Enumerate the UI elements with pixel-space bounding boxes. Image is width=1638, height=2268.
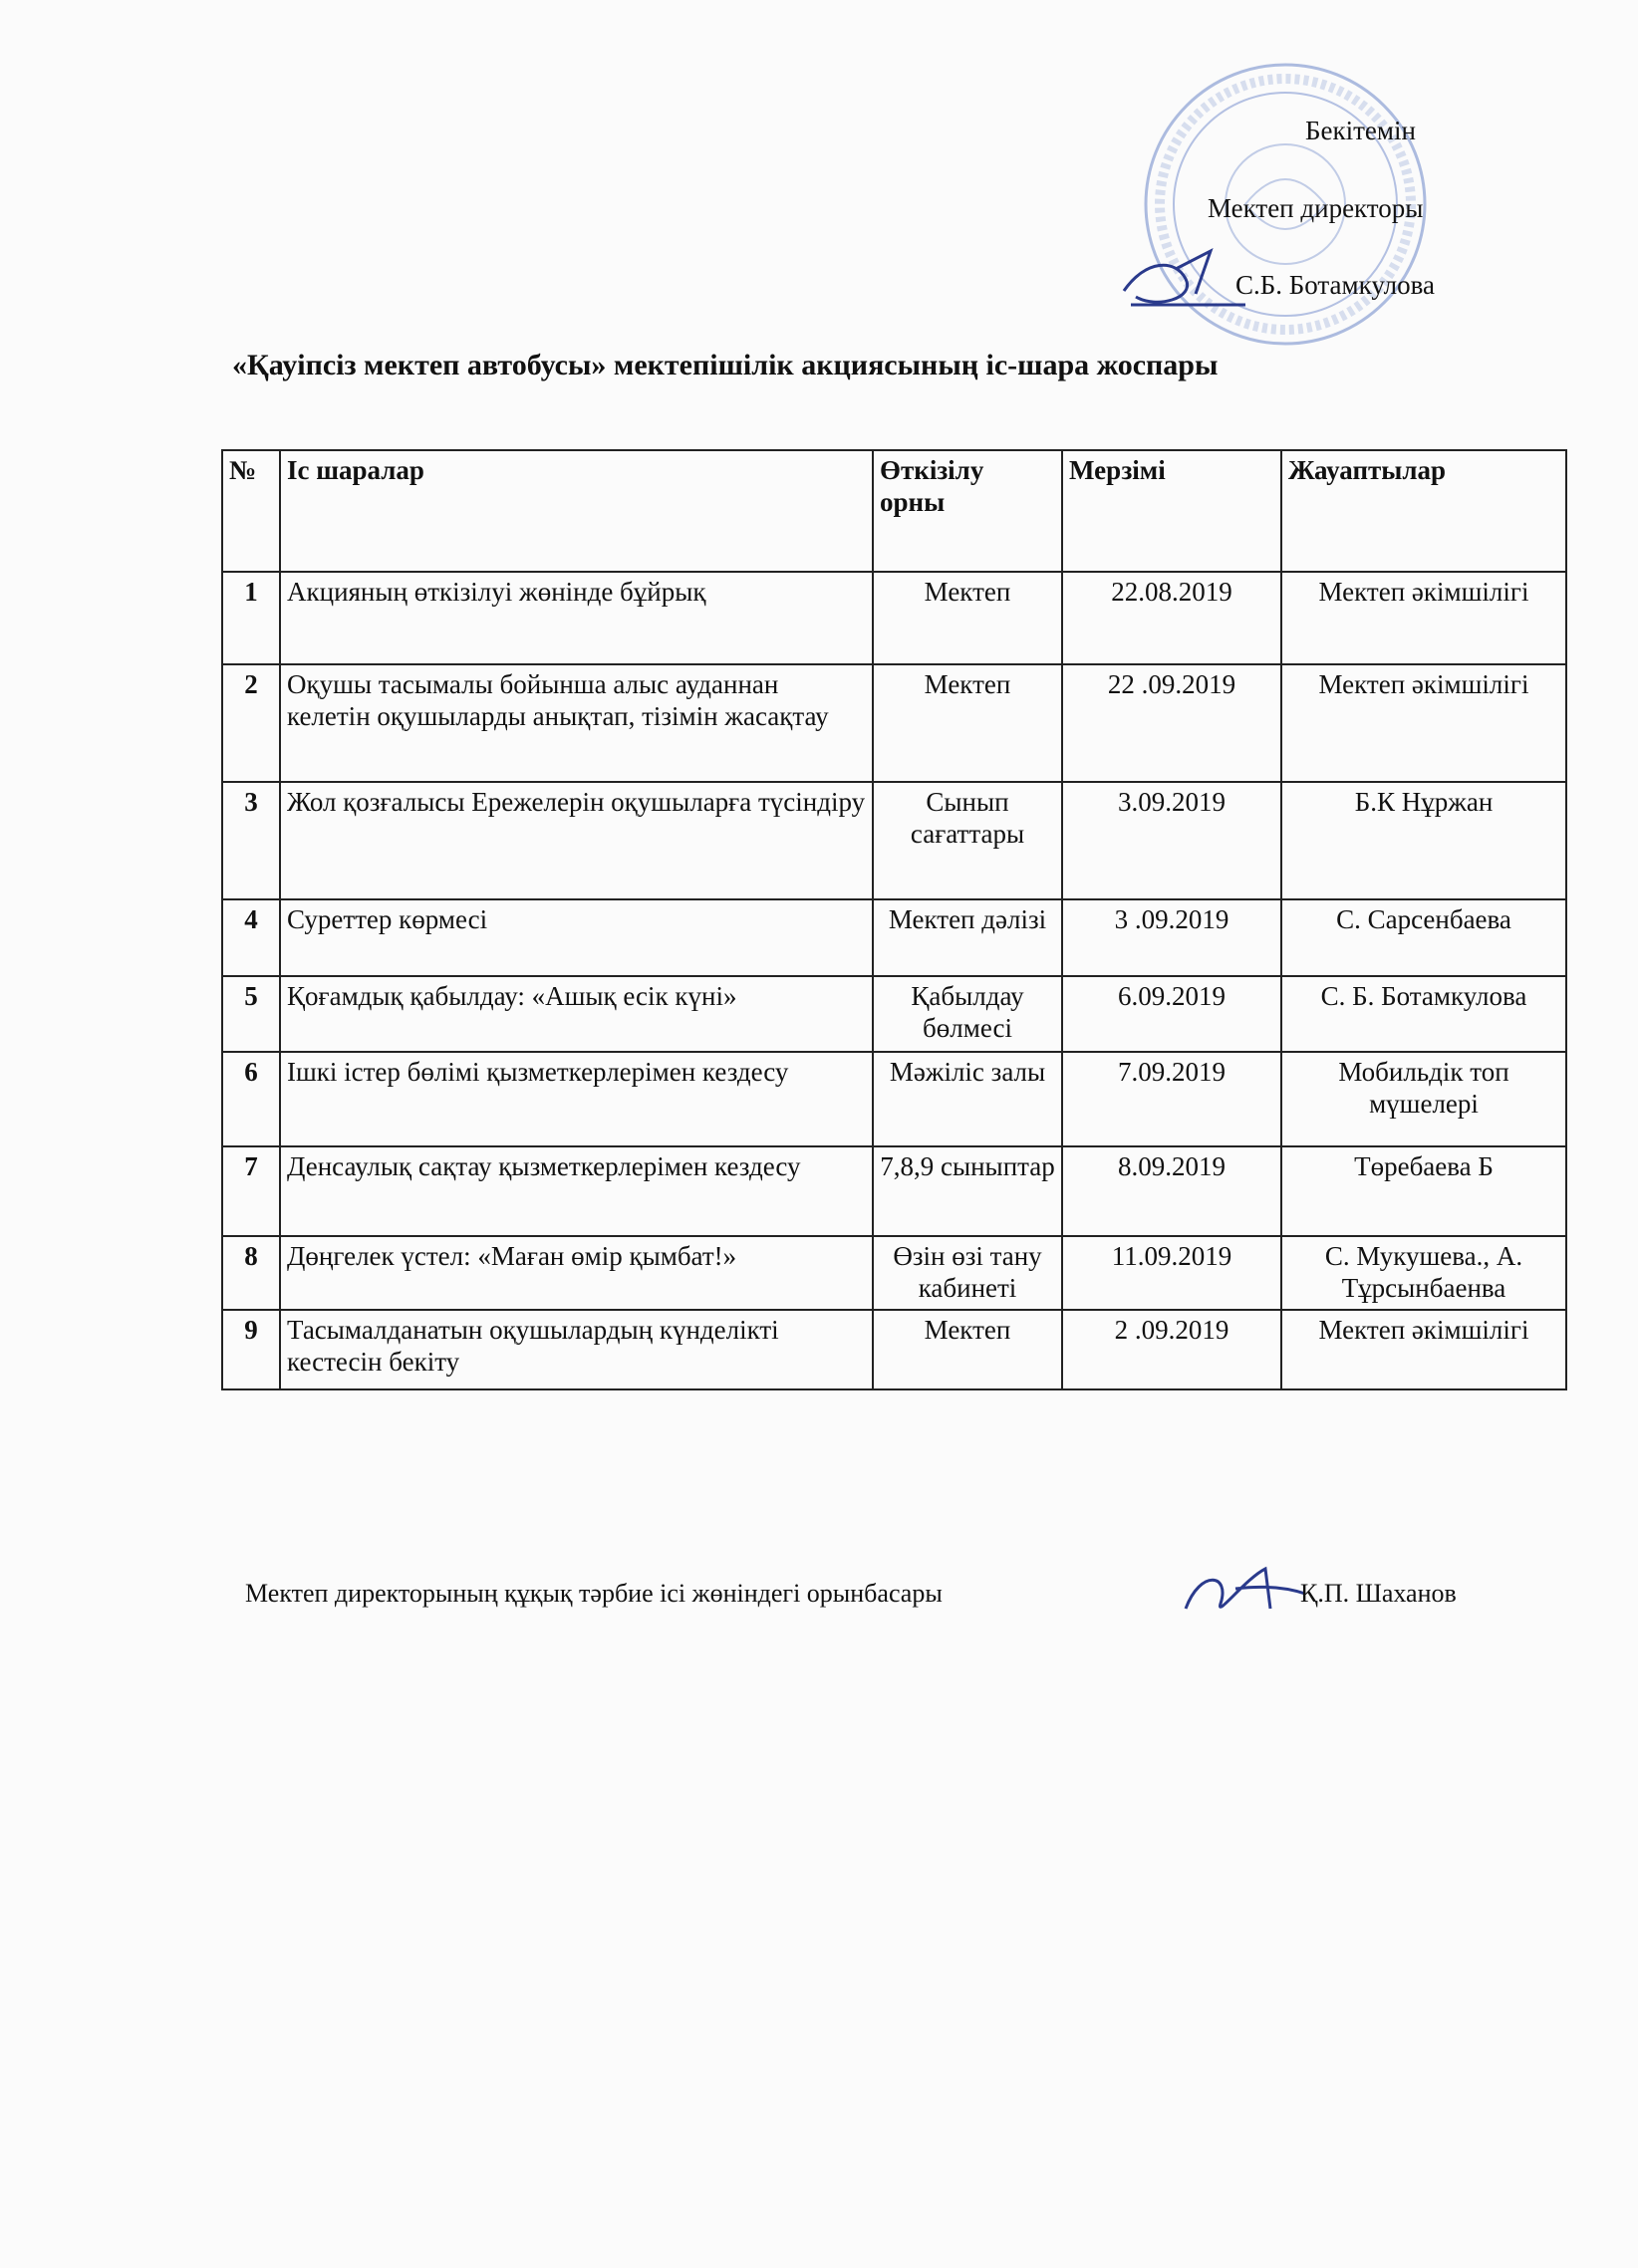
header-place: Өткізілу орны — [873, 450, 1062, 572]
event-cell: Денсаулық сақтау қызметкерлерімен кездесу — [280, 1146, 873, 1236]
table-row — [222, 1310, 1566, 1389]
place-cell: Мектеп — [873, 664, 1062, 782]
header-date: Мерзімі — [1062, 450, 1281, 572]
event-cell: Жол қозғалысы Ережелерін оқушыларға түсіндіру — [280, 782, 873, 899]
row-number: 8 — [222, 1236, 280, 1310]
place-cell: Өзін өзі тану кабинеті — [873, 1236, 1062, 1310]
responsible-cell: С. Сарсенбаева — [1281, 899, 1566, 976]
table-row — [222, 664, 1566, 782]
header-responsible: Жауаптылар — [1281, 450, 1566, 572]
date-cell: 22.08.2019 — [1062, 572, 1281, 664]
responsible-cell: Мектеп әкімшілігі — [1281, 572, 1566, 664]
events-table — [221, 449, 1567, 1390]
director-title: Мектеп директоры — [1208, 193, 1424, 223]
date-cell: 22 .09.2019 — [1062, 664, 1281, 782]
place-cell: Мектеп дәлізі — [873, 899, 1062, 976]
director-signature — [1116, 239, 1255, 319]
row-number: 2 — [222, 664, 280, 782]
table-row — [222, 572, 1566, 664]
place-cell: Мектеп — [873, 572, 1062, 664]
responsible-cell: Мектеп әкімшілігі — [1281, 664, 1566, 782]
header-number: № — [222, 450, 280, 572]
event-cell: Тасымалданатын оқушылардың күнделікті кестесін бекіту — [280, 1310, 873, 1389]
table-row — [222, 1236, 1566, 1310]
responsible-cell: Мектеп әкімшілігі — [1281, 1310, 1566, 1389]
row-number: 4 — [222, 899, 280, 976]
date-cell: 3.09.2019 — [1062, 782, 1281, 899]
deputy-title: Мектеп директорының құқық тәрбие ісі жөніндегі орынбасары — [245, 1579, 943, 1608]
document-title: «Қауіпсіз мектеп автобусы» мектепішілік акциясының іс-шара жоспары — [232, 349, 1219, 381]
header-event: Іс шаралар — [280, 450, 873, 572]
date-cell: 11.09.2019 — [1062, 1236, 1281, 1310]
table-row — [222, 976, 1566, 1052]
date-cell: 3 .09.2019 — [1062, 899, 1281, 976]
event-cell: Қоғамдық қабылдау: «Ашық есік күні» — [280, 976, 873, 1052]
place-cell: Сынып сағаттары — [873, 782, 1062, 899]
place-cell: 7,8,9 сыныптар — [873, 1146, 1062, 1236]
table-row — [222, 782, 1566, 899]
row-number: 1 — [222, 572, 280, 664]
responsible-cell: С. Б. Ботамкулова — [1281, 976, 1566, 1052]
date-cell: 2 .09.2019 — [1062, 1310, 1281, 1389]
event-cell: Дөңгелек үстел: «Маған өмір қымбат!» — [280, 1236, 873, 1310]
director-name: С.Б. Ботамкулова — [1235, 270, 1436, 300]
row-number: 3 — [222, 782, 280, 899]
responsible-cell: Мобильдік топ мүшелері — [1281, 1052, 1566, 1146]
table-row — [222, 1052, 1566, 1146]
date-cell: 6.09.2019 — [1062, 976, 1281, 1052]
table-row — [222, 1146, 1566, 1236]
responsible-cell: С. Мукушева., А. Тұрсынбаенва — [1281, 1236, 1566, 1310]
event-cell: Оқушы тасымалы бойынша алыс ауданнан келетін оқушыларды анықтап, тізімін жасақтау — [280, 664, 873, 782]
responsible-cell: Төребаева Б — [1281, 1146, 1566, 1236]
table-header-row — [222, 450, 1566, 572]
place-cell: Мәжіліс залы — [873, 1052, 1062, 1146]
row-number: 9 — [222, 1310, 280, 1389]
row-number: 5 — [222, 976, 280, 1052]
table-row — [222, 899, 1566, 976]
place-cell: Қабылдау бөлмесі — [873, 976, 1062, 1052]
deputy-signature — [1176, 1549, 1315, 1634]
event-cell: Суреттер көрмесі — [280, 899, 873, 976]
row-number: 7 — [222, 1146, 280, 1236]
event-cell: Ішкі істер бөлімі қызметкерлерімен кездесу — [280, 1052, 873, 1146]
approve-label: Бекітемін — [1305, 116, 1416, 145]
date-cell: 8.09.2019 — [1062, 1146, 1281, 1236]
row-number: 6 — [222, 1052, 280, 1146]
date-cell: 7.09.2019 — [1062, 1052, 1281, 1146]
responsible-cell: Б.К Нұржан — [1281, 782, 1566, 899]
event-cell: Акцияның өткізілуі жөнінде бұйрық — [280, 572, 873, 664]
deputy-name: Қ.П. Шаханов — [1300, 1579, 1457, 1608]
place-cell: Мектеп — [873, 1310, 1062, 1389]
